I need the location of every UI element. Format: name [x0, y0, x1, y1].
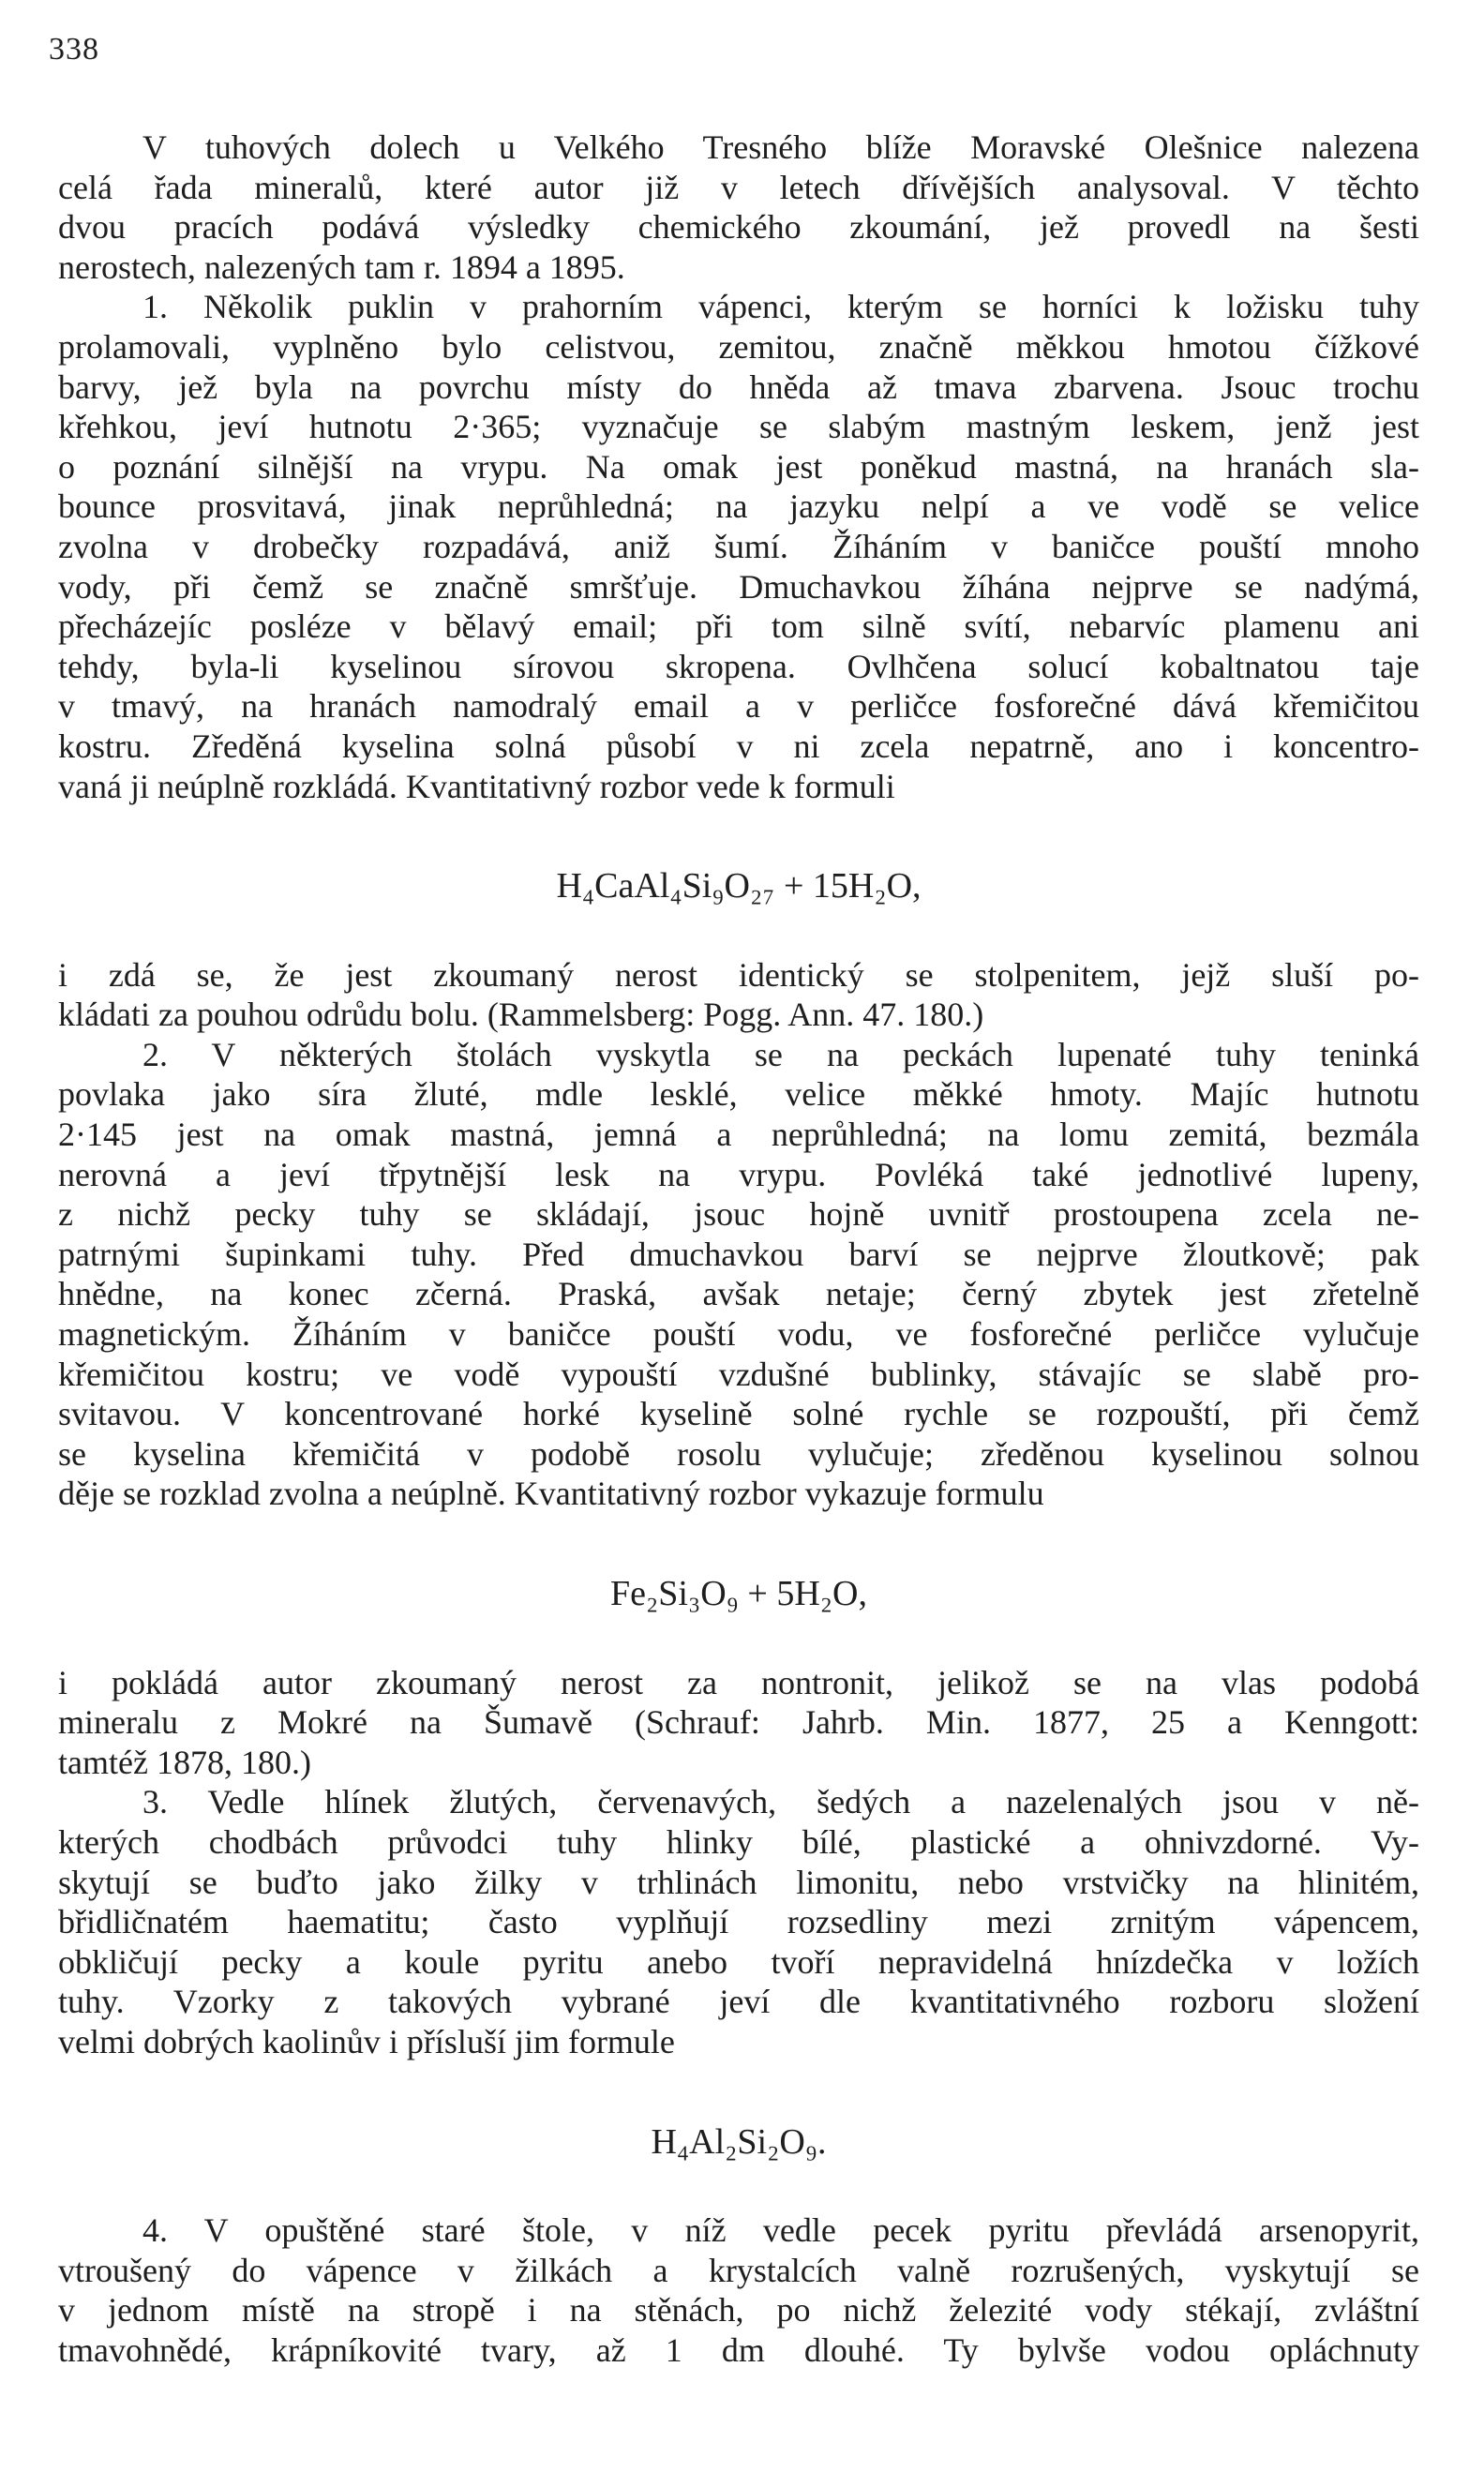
page-number: 338 — [49, 32, 99, 67]
text-line: bounce prosvitavá, jinak neprůhledná; na jazyku nelpí a ve vodě se velice — [58, 487, 1419, 526]
text-line: nerostech, nalezených tam r. 1894 a 1895. — [58, 247, 625, 286]
text-line: dvou pracích podává výsledky chemického zkoumání, jež provedl na šesti — [58, 208, 1419, 247]
chemical-formula: H₄Al₂Si₂O₉. — [651, 2121, 827, 2162]
text-line: 1. Několik puklin v prahorním vápenci, kterým se horníci k ložisku tuhy — [142, 288, 1419, 326]
text-line: kládati za pouhou odrůdu bolu. (Rammelsberg: Pogg. Ann. 47. 180.) — [58, 996, 984, 1034]
text-line: 2. V některých štolách vyskytla se na peckách lupenaté tuhy teninká — [142, 1035, 1419, 1073]
text-line: děje se rozklad zvolna a neúplně. Kvantitativný rozbor vykazuje formulu — [58, 1475, 1044, 1513]
text-line: povlaka jako síra žluté, mdle lesklé, velice měkké hmoty. Majíc hutnotu — [58, 1075, 1419, 1114]
text-line: kterých chodbách průvodci tuhy hlinky bílé, plastické a ohnivzdorné. Vy- — [58, 1822, 1419, 1861]
text-line: V tuhových dolech u Velkého Tresného blíže Moravské Olešnice nalezena — [142, 128, 1419, 166]
text-line: skytují se buďto jako žilky v trhlinách limonitu, nebo vrstvičky na hlinitém, — [58, 1863, 1419, 1901]
text-line: o poznání silnější na vrypu. Na omak jest poněkud mastná, na hranách sla- — [58, 447, 1419, 486]
text-line: křemičitou kostru; ve vodě vypouští vzdušné bublinky, stávajíc se slabě pro- — [58, 1355, 1419, 1393]
text-line: 4. V opuštěné staré štole, v níž vedle pecek pyritu převládá arsenopyrit, — [142, 2211, 1419, 2250]
chemical-formula: Fe₂Si₃O₉ + 5H₂O, — [610, 1574, 867, 1613]
text-line: tuhy. Vzorky z takových vybrané jeví dle kvantitativného rozboru složení — [58, 1983, 1419, 2021]
text-line: barvy, jež byla na povrchu místy do hněda až tmava zbarvena. Jsouc trochu — [58, 367, 1419, 406]
body-text — [58, 127, 1419, 2371]
text-line: vaná ji neúplně rozkládá. Kvantitativný rozbor vede k formuli — [58, 767, 895, 805]
text-line: z nichž pecky tuhy se skládají, jsouc hojně uvnitř prostoupena zcela ne- — [58, 1195, 1419, 1234]
text-line: zvolna v drobečky rozpadává, aniž šumí. Žíháním v baničce pouští mnoho — [58, 527, 1419, 565]
text-line: vody, při čemž se značně smršťuje. Dmuchavkou žíhána nejprve se nadýmá, — [58, 567, 1419, 606]
text-line: přecházejíc posléze v bělavý email; při tom silně svítí, nebarvíc plamenu ani — [58, 607, 1419, 646]
text-line: tmavohnědé, krápníkovité tvary, až 1 dm dlouhé. Ty bylvše vodou opláchnuty — [58, 2330, 1419, 2369]
text-line: mineralu z Mokré na Šumavě (Schrauf: Jahrb. Min. 1877, 25 a Kenngott: — [58, 1703, 1419, 1742]
text-line: i zdá se, že jest zkoumaný nerost identický se stolpenitem, jejž sluší po- — [58, 955, 1419, 994]
text-line: obkličují pecky a koule pyritu anebo tvoří nepravidelná hnízdečka v ložích — [58, 1942, 1419, 1981]
text-line: magnetickým. Žíháním v baničce pouští vodu, ve fosforečné perličce vylučuje — [58, 1315, 1419, 1354]
text-line: v jednom místě na stropě i na stěnách, po nichž železité vody stékají, zvláštní — [58, 2291, 1419, 2330]
text-line: 2·145 jest na omak mastná, jemná a neprůhledná; na lomu zemitá, bezmála — [58, 1116, 1419, 1154]
text-line: celá řada mineralů, které autor již v letech dřívějších analysoval. V těchto — [58, 168, 1419, 206]
text-line: tehdy, byla-li kyselinou sírovou skropena. Ovlhčena solucí kobaltnatou taje — [58, 647, 1419, 685]
text-line: svitavou. V koncentrované horké kyselině solné rychle se rozpouští, při čemž — [58, 1395, 1419, 1433]
text-line: 3. Vedle hlínek žlutých, červenavých, šedých a nazelenalých jsou v ně- — [142, 1783, 1419, 1821]
text-line: tamtéž 1878, 180.) — [58, 1743, 311, 1781]
text-line: břidličnatém haematitu; často vyplňují rozsedliny mezi zrnitým vápencem, — [58, 1903, 1419, 1941]
text-line: vtroušený do vápence v žilkách a krystalcích valně rozrušených, vyskytují se — [58, 2251, 1419, 2289]
text-line: i pokládá autor zkoumaný nerost za nontronit, jelikož se na vlas podobá — [58, 1663, 1419, 1701]
text-line: prolamovali, vyplněno bylo celistvou, zemitou, značně měkkou hmotou čížkové — [58, 327, 1419, 366]
text-line: kostru. Zředěná kyselina solná působí v ni zcela nepatrně, ano i koncentro- — [58, 727, 1419, 765]
text-line: patrnými šupinkami tuhy. Před dmuchavkou barví se nejprve žloutkově; pak — [58, 1235, 1419, 1273]
text-line: nerovná a jeví třpytnější lesk na vrypu. Povléká také jednotlivé lupeny, — [58, 1155, 1419, 1193]
chemical-formula: H₄CaAl₄Si₉O₂₇ + 15H₂O, — [556, 866, 922, 906]
text-line: hnědne, na konec zčerná. Praská, avšak netaje; černý zbytek jest zřetelně — [58, 1275, 1419, 1313]
text-line: v tmavý, na hranách namodralý email a v perličce fosforečné dává křemičitou — [58, 687, 1419, 726]
text-line: se kyselina křemičitá v podobě rosolu vylučuje; zředěnou kyselinou solnou — [58, 1434, 1419, 1473]
text-line: křehkou, jeví hutnotu 2·365; vyznačuje se slabým mastným leskem, jenž jest — [58, 408, 1419, 446]
text-line: velmi dobrých kaolinův i přísluší jim formule — [58, 2022, 675, 2060]
